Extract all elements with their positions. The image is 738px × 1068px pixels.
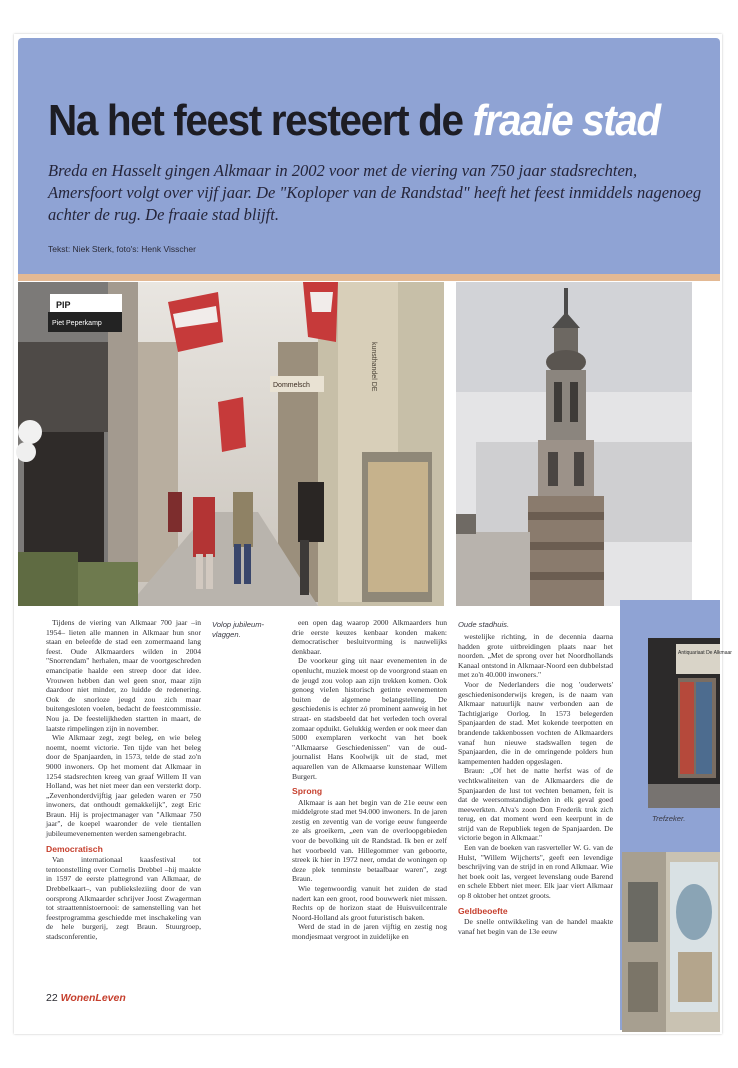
mural-photo	[622, 852, 720, 1032]
paragraph: Een van de boeken van rasverteller W. G. van de Hulst, "Willem Wijcherts", geeft een levendige beschrijving van de strijd in en rond Alkmaar. Wie het boek ooit las, vergeet levenslang oude Barend en schele Ebbert niet meer. Elk jaar viert Alkmaar op 8 oktober het ontzet groots.	[458, 843, 613, 901]
caption-tower: Oude stadhuis.	[458, 620, 510, 629]
paragraph: Alkmaar is aan het begin van de 21e eeuw een middelgrote stad met 94.000 inwoners. In de jaren zestig en zeventig van de vorige eeuw fungeerde ze als groeikern, „een van de overloopgebieden voor de bevolking uit de Randstad. Ik ben er zelf het voorbeeld van. Hillegommer van geboorte, streek ik hier in 1972 neer, omdat de woningen op deze plek tenminste betaalbaar waren", zegt Braun.	[292, 797, 447, 884]
header-band	[18, 38, 720, 274]
subheading-democratisch: Democratisch	[46, 843, 103, 854]
shop-photo	[648, 638, 732, 808]
subheading-geldbeoefte: Geldbeoefte	[458, 905, 508, 916]
magazine-name: WonenLeven	[60, 992, 126, 1004]
paragraph: Wie Alkmaar zegt, zegt beleg, en wie beleg noemt, noemt victorie. Ten tijde van het beleg door de Spanjaarden, in 1573, telde de stad zo'n 9000 inwoners. Op het moment dat Alkmaar in 1254 stadsrechten kreeg van graaf Willem II van Holland, was het niet meer dan een versterkt dorp. „Zevenhonderdvijftig jaar geleden waren er 750 inwoners, dat onthoudt gemakkelijk", zegt Eric Braun. Hij is projectmanager van "Alkmaar 750 jaar", de koepel waaronder de vele tientallen jubileumevenementen werden samengebracht.	[46, 733, 201, 839]
caption-street: Volop jubileum-vlaggen.	[212, 620, 265, 639]
caption-shop: Trefzeker.	[652, 814, 686, 823]
headline-accent: fraaie stad	[472, 96, 660, 145]
page-number: 22	[46, 992, 58, 1004]
paragraph: Werd de stad in de jaren vijftig en zestig nog mondjesmaat vergroot in zuidelijke en	[292, 922, 447, 941]
sign-peperkamp: Piet Peperkamp	[52, 320, 102, 327]
credit-line: Tekst: Niek Sterk, foto's: Henk Visscher	[48, 244, 196, 254]
article-column-3	[458, 632, 613, 936]
subheading-sprong: Sprong	[292, 786, 323, 797]
header-stripe	[18, 274, 720, 281]
headline	[48, 96, 660, 146]
paragraph: Braun: „Of het de natte herfst was of de vechtkwaliteiten van de Alkmaarders die de Spanjaarden de lust tot vechten benamen, feit is dat de weersomstandigheden in elk geval goed meewerkten. Alva's zoon Don Frederik trok zich terug, en dat moment werd een keerpunt in de strijd van de Republiek tegen de Spanjaarden. De victorie begon in Alkmaar."	[458, 766, 613, 843]
intro-text: Breda en Hasselt gingen Alkmaar in 2002 voor met de viering van 750 jaar stadsrechten, Amersfoort volgt over vijf jaar. De "Koploper van de Randstad" heeft het feest inmiddels nagenoeg achter de rug. De fraaie stad blijft.	[48, 161, 702, 224]
shop-sign: Antiquariaat De Alkmaar	[678, 650, 732, 656]
paragraph: westelijke richting, in de decennia daarna hadden grote uitbreidingen plaats naar het noorden. „Met de sprong over het Noordhollands Kanaal ontstond in Alkmaar-Noord een dubbelstad met zo'n 40.000 inwoners."	[458, 632, 613, 680]
tower-photo	[456, 282, 692, 606]
article-column-2	[292, 618, 447, 942]
paragraph: een open dag waarop 2000 Alkmaarders hun drie eerste keuzes kenbaar konden maken: democratischer besluitvorming is nauwelijks denkbaar.	[292, 618, 447, 656]
page-footer	[46, 992, 126, 1004]
paragraph: Voor de Nederlanders die nog 'ouderwets' geschiedenisonderwijs kregen, is de naam van Alkmaar natuurlijk nauw verbonden aan de Tachtigjarige Oorlog. In 1573 belegerden Spanjaarden de stad. Met kokende teerpotten en brandende takkenbossen vochten de Alkmaarders vanaf hun nieuwe stadswallen tegen de Spanjaarden, die in de omringende polders hun kampementen hadden opgeslagen.	[458, 679, 613, 766]
paragraph: Tijdens de viering van Alkmaar 700 jaar –in 1954– lieten alle mannen in Alkmaar hun snor staan en beleefde de stad een zomermaand lang feest. Oude Alkmaarders wilden in 2004 "Snorrendam" herhalen, maar de voortgeschreden emancipatie haalde een streep door dat idee. Vrouwen hebben dan wel geen snor, maar zijn daardoor niet minder, zo luidde de redenering. Ook de snorloze jeugd zou zich maar buitengesloten voelen, bedacht de feestcommissie. Nou ja. De feestelijkheden startten in maart, de laatste rimpelingen zijn in november.	[46, 618, 201, 733]
paragraph: De voorkeur ging uit naar evenementen in de openlucht, muziek moest op de voorgrond staan en de jeugd zou volop aan zijn trekken komen. Ook genoeg vieIen historisch getinte evenementen buiten de algemene belangstelling. De geschiedenis is echter zó prominent aanweig in het straat- en stadsbeeld dat het verleden toch overal zomaar opduikt. Gelukkig werden er ook meer dan 5000 exemplaren verkocht van het boek "Alkmaarse Geschiedenissen" van de oud-journalist Hans Koolwijk uit de stad, met aquarellen van de Alkmaarse kunstenaar Willem Burgert.	[292, 656, 447, 781]
sign-kunsthandel: kunsthandel DE	[370, 342, 377, 392]
street-photo	[18, 282, 444, 606]
paragraph: Van internationaal kaasfestival tot tentoonstelling over Cornelis Drebbel –hij maakte in 1597 de eerste plattegrond van Alkmaar, de Drebbelkaart–, van publieksleziing door de van oorsprong Alkmaarder schrijver Joost Zwagerman tot straattennistoernooi: de samenstelling van het feestprogramma geschiedde met inschakeling van de hele burgerij, zegt Braun. Stuurgroep, stadsconferentie,	[46, 855, 201, 941]
sign-pip: PIP	[56, 300, 71, 310]
paragraph: Wie tegenwoordig vanuit het zuiden de stad nadert kan een groot, rood bouwwerk niet missen. Rechts op de horizon staat de Huisvuilcentrale Noord-Holland als groot futuristisch baken.	[292, 884, 447, 922]
article-column-1	[46, 618, 201, 942]
paragraph: De snelle ontwikkeling van de handel maakte vanaf het begin van de 13e eeuw	[458, 917, 613, 936]
headline-main: Na het feest resteert de	[48, 96, 473, 145]
sign-dommelsch: Dommelsch	[273, 382, 310, 389]
